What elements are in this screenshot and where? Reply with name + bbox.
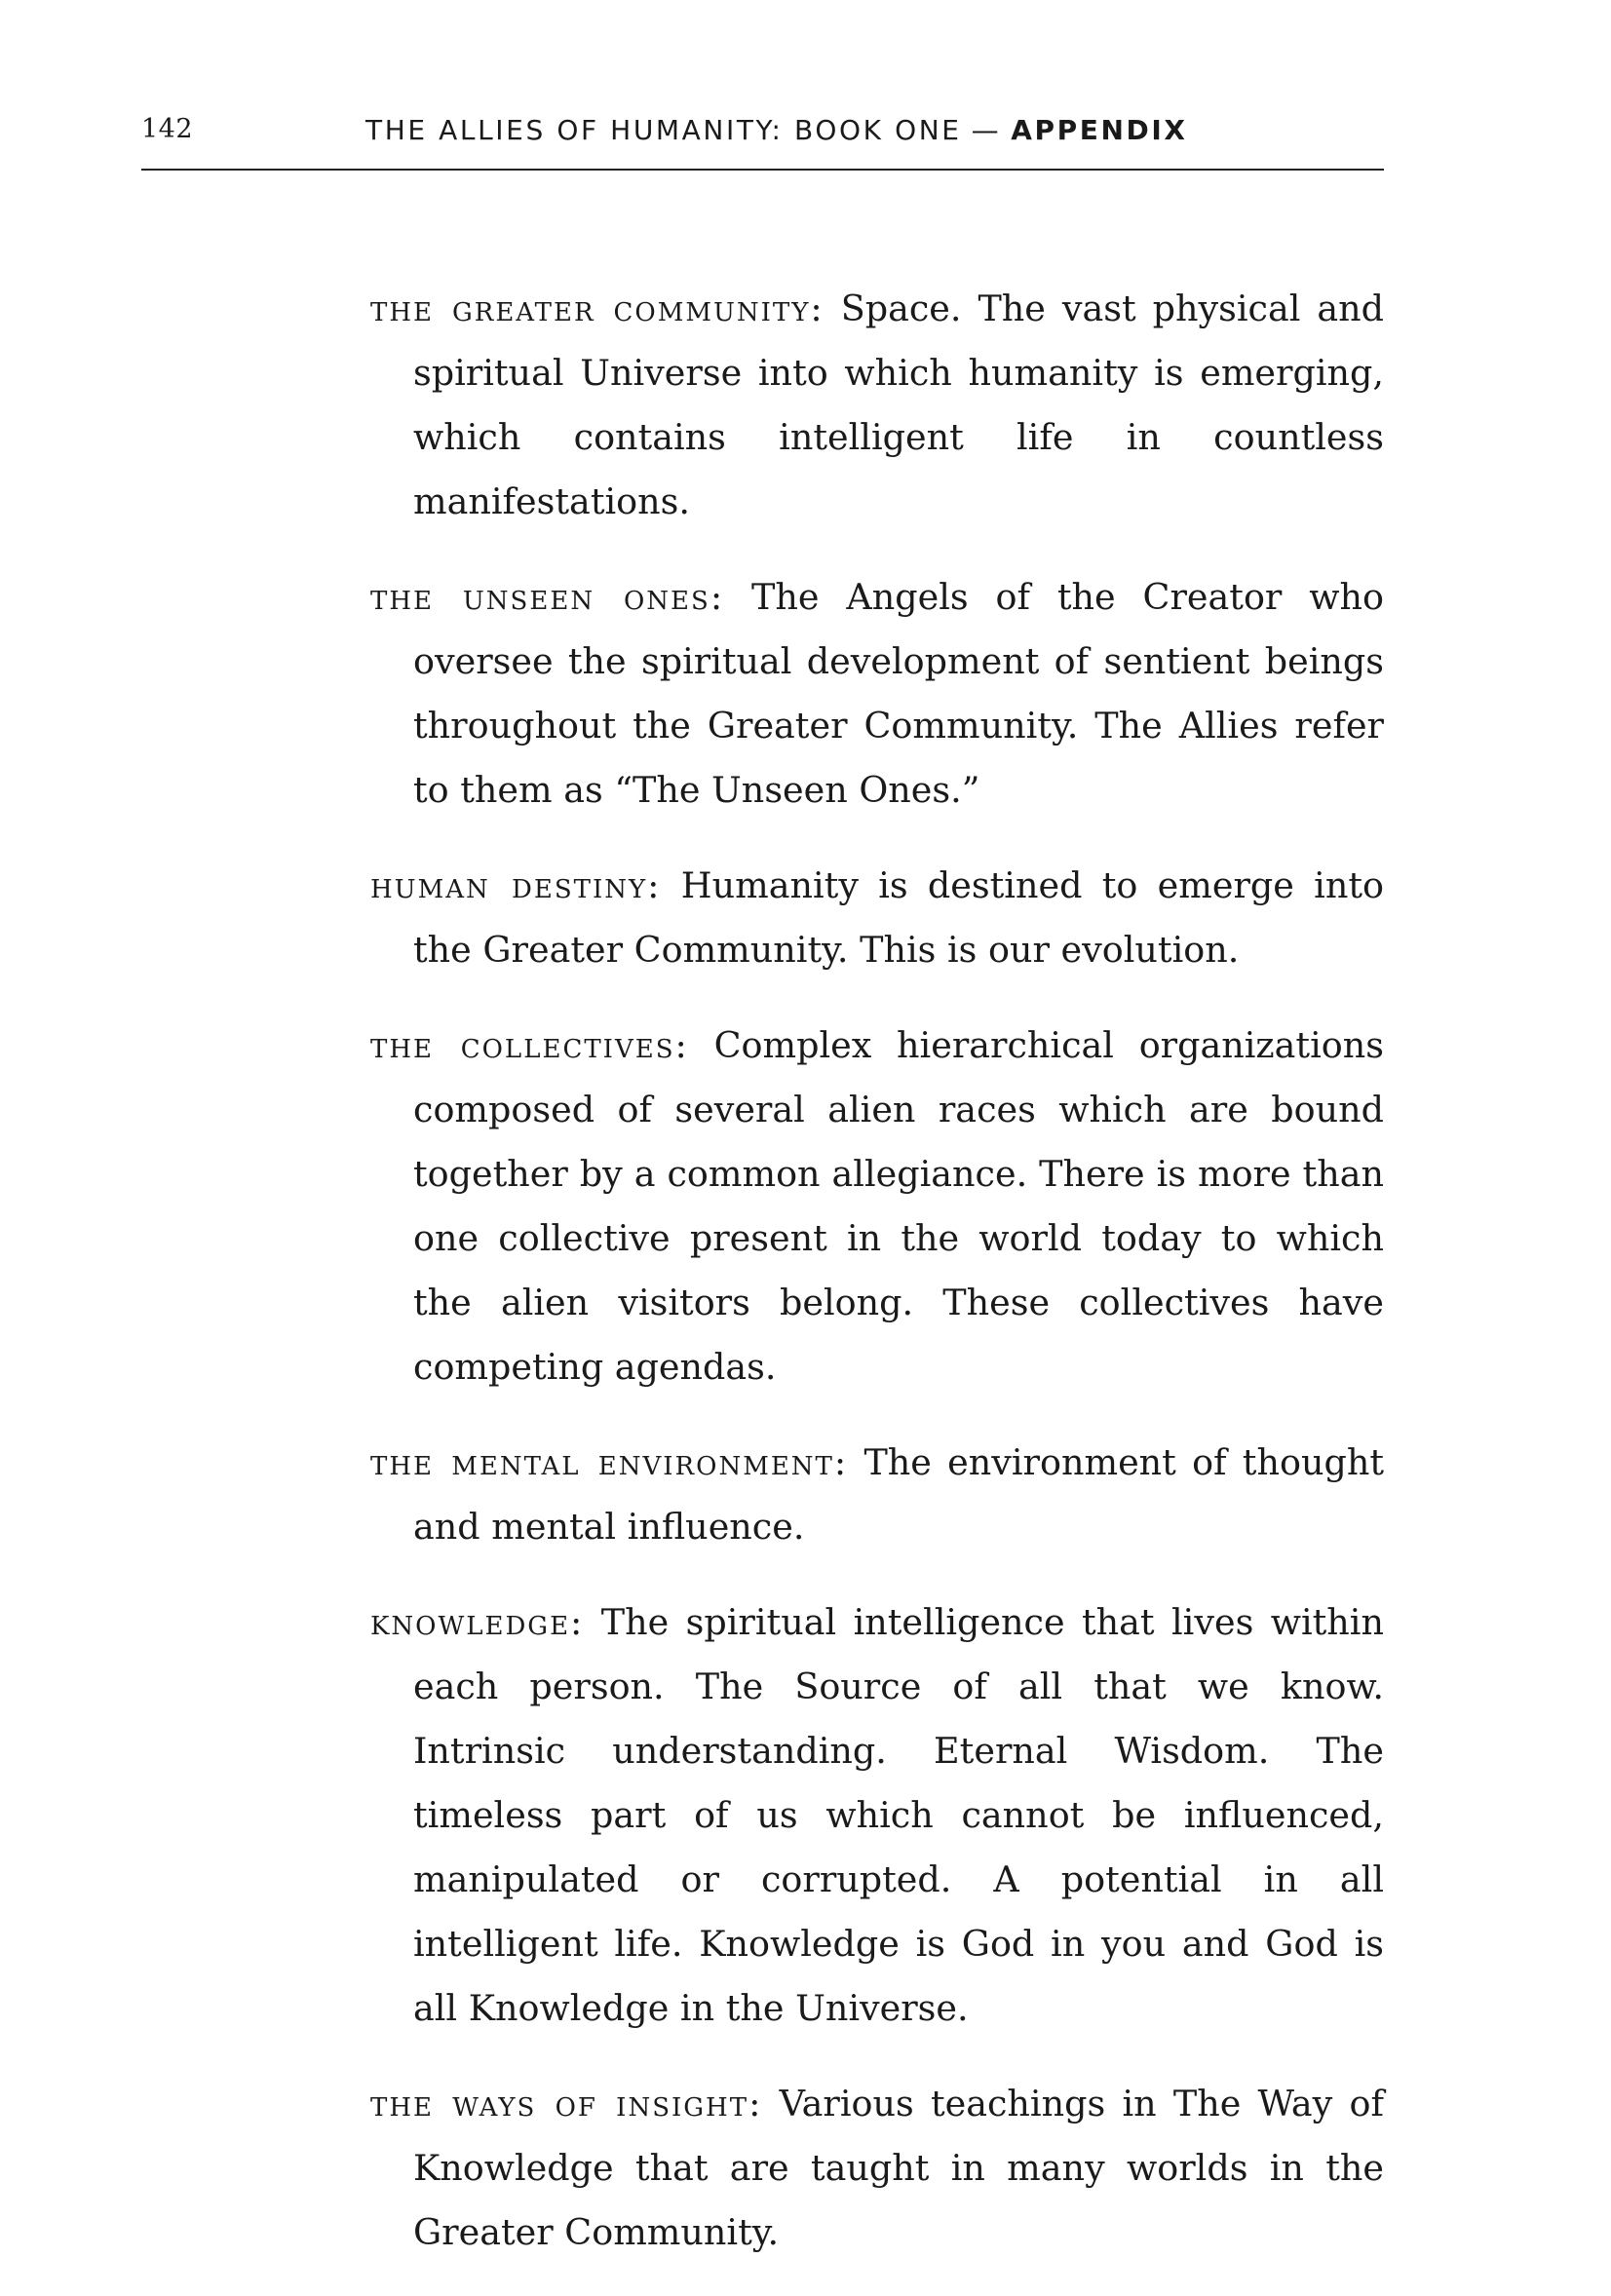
glossary-entry-human-destiny [370,854,1384,982]
glossary-definition: The Angels of the Creator who oversee the spiritual development of sentient beings throughout the Greater Community. The Allies refer to them as “The Unseen Ones.” [413,576,1385,811]
glossary-term: human destiny: [370,864,662,906]
glossary-term: knowledge: [370,1601,585,1643]
glossary-term: the ways of insight: [370,2083,763,2124]
glossary-term: the greater community: [370,287,825,329]
glossary-definition: The spiritual intelligence that lives within each person. The Source of all that we know. Intrinsic understanding. Eternal Wisdom. The timeless part of us which cannot be influenced, manipulated or corrupted. A potential in all intelligent life. Knowledge is God in you and God is all Knowledge in the Universe. [413,1601,1384,2029]
title-separator: — [971,114,1002,146]
glossary-entry-mental-environment [370,1431,1384,1559]
page-number: 142 [141,114,194,144]
glossary-list [370,277,1384,2296]
glossary-entry-knowledge [370,1590,1384,2041]
glossary-term: the mental environment: [370,1441,849,1483]
glossary-entry-collectives [370,1014,1384,1399]
glossary-definition: The environment of thought and mental influence. [413,1441,1384,1548]
glossary-entry-ways-of-insight [370,2072,1384,2265]
running-header [141,110,1384,171]
glossary-definition: Complex hierarchical organizations composed of several alien races which are bound together by a common allegiance. There is more than one collective present in the world today to which the alien visitors belong. These collectives have competing agendas. [413,1024,1384,1388]
glossary-term: the unseen ones: [370,576,725,618]
glossary-definition: Various teachings in The Way of Knowledge that are taught in many worlds in the Greater Community. [413,2083,1384,2253]
glossary-definition: Space. The vast physical and spiritual Universe into which humanity is emerging, which contains intelligent life in countless manifestations. [413,287,1385,522]
glossary-definition: Humanity is destined to emerge into the Greater Community. This is our evolution. [413,864,1384,971]
running-title [365,114,1188,146]
glossary-term: the collectives: [370,1024,689,1066]
glossary-entry-greater-community [370,277,1384,534]
section-name: APPENDIX [1011,114,1188,146]
glossary-entry-unseen-ones [370,565,1384,823]
book-title: THE ALLIES OF HUMANITY: BOOK ONE [365,114,962,146]
